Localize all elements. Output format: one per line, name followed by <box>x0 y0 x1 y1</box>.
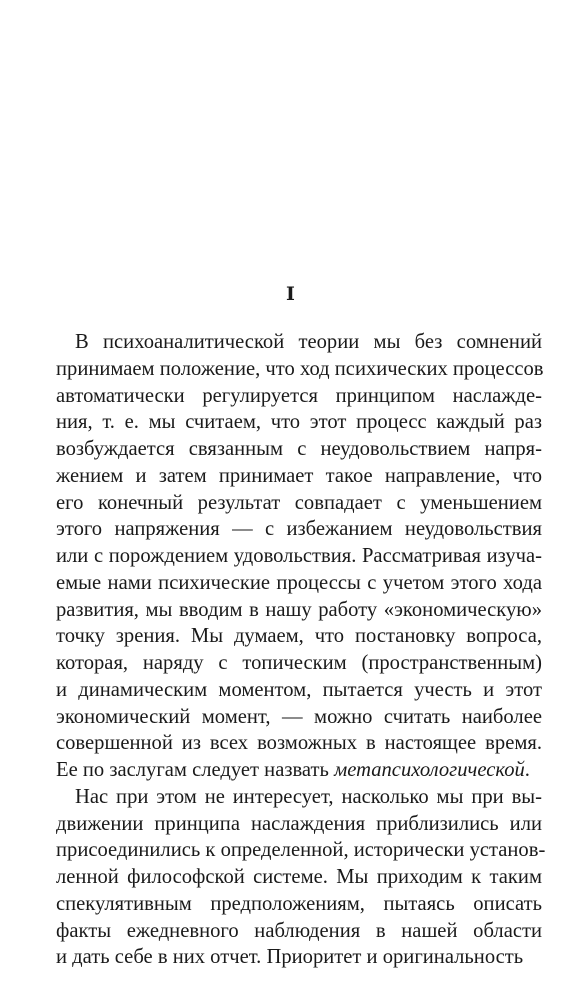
text-line: жением и затем принимает такое направление, что <box>56 464 542 487</box>
text-line: и дать себе в них отчет. Приоритет и оригинальность <box>56 946 524 969</box>
text-line: его конечный результат совпадает с уменьшением <box>56 491 542 514</box>
text-line: совершенной из всех возможных в настоящее время. <box>56 732 542 755</box>
text-line: автоматически регулируется принципом наслажде- <box>56 384 542 407</box>
text-line: емые нами психические процессы с учетом этого хода <box>56 571 542 594</box>
text-line: возбуждается связанным с неудовольствием напря- <box>56 438 542 460</box>
paragraph-2 <box>56 784 546 971</box>
section-number: I <box>286 283 295 305</box>
body-text <box>56 329 546 971</box>
text-line: экономический момент, — можно считать наиболее <box>56 705 542 728</box>
text-line-with-emphasis <box>56 757 542 784</box>
text-line: движении принципа наслаждения приблизились или <box>56 812 542 835</box>
text-line: ленной философской системе. Мы приходим к таким <box>56 866 542 888</box>
text-line: точку зрения. Мы думаем, что постановку вопроса, <box>56 625 542 648</box>
text-fragment: . <box>524 759 530 781</box>
text-fragment: Ее по заслугам следует назвать <box>56 759 335 781</box>
text-line: этого напряжения — с избежанием неудовольствия <box>56 518 542 541</box>
text-line: или с порождением удовольствия. Рассматривая изуча- <box>56 545 542 567</box>
text-line: ния, т. е. мы считаем, что этот процесс каждый раз <box>56 411 542 434</box>
text-line: развития, мы вводим в нашу работу «экономическую» <box>56 598 542 621</box>
paragraph-1 <box>56 329 542 784</box>
emphasized-term: метапсихологической <box>334 759 525 781</box>
text-line: факты ежедневного наблюдения в нашей области <box>56 919 542 942</box>
text-line: В психоаналитической теории мы без сомнений <box>75 331 542 353</box>
text-line: Нас при этом не интересует, насколько мы при вы- <box>75 785 542 808</box>
text-line: спекулятивным предположениям, пытаясь описать <box>56 892 542 915</box>
text-line: присоединились к определенной, исторически установ- <box>56 839 546 862</box>
text-line: и динамическим моментом, пытается учесть и этот <box>56 678 542 701</box>
text-line: принимаем положение, что ход психических процессов <box>56 357 544 380</box>
text-line: которая, наряду с топическим (пространственным) <box>56 652 542 674</box>
